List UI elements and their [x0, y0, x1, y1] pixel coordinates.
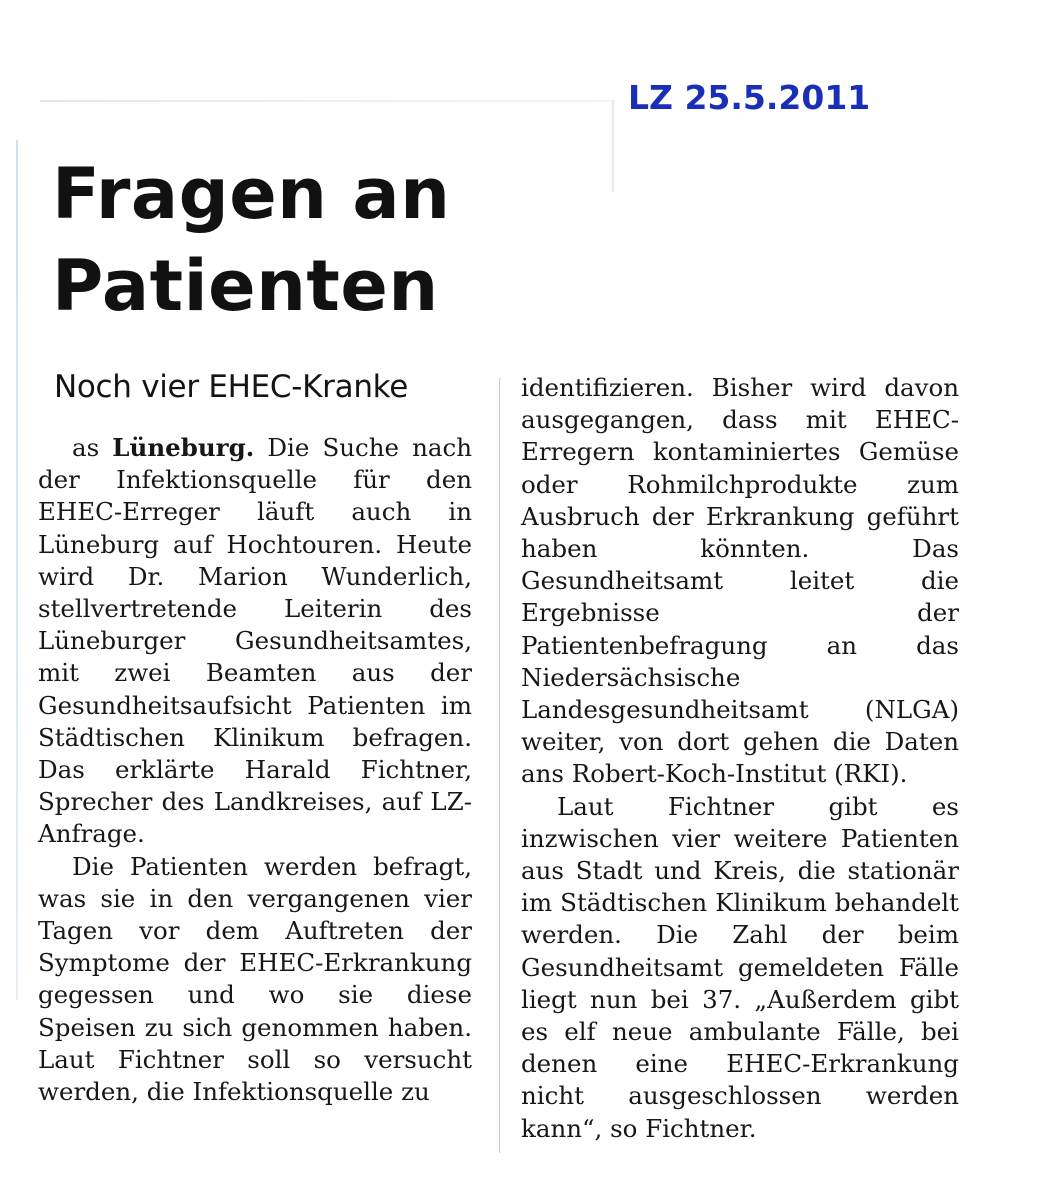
clipping-left-edge	[16, 140, 18, 1000]
clipping-top-edge	[40, 100, 615, 102]
article-column-left	[38, 432, 472, 1108]
body-paragraph-3: Laut Fichtner gibt es inzwischen vier weitere Patienten aus Stadt und Kreis, die stationär im Städtischen Klinikum behandelt werden. Die Zahl der beim Gesundheitsamt gemeldeten Fälle liegt nun bei 37. „Außerdem gibt es elf neue ambulante Fälle, bei denen eine EHEC-Erkrankung nicht ausgeschlossen werden kann“, so Fichtner.	[521, 791, 959, 1143]
lead-paragraph	[38, 432, 472, 851]
body-paragraph-2: Die Patienten werden befragt, was sie in den vergangenen vier Tagen vor dem Auftreten der Symptome der EHEC-Erkrankung gegessen und wo sie diese Speisen zu sich genommen haben. Laut Fichtner soll so versucht werden, die Infektionsquelle zu	[38, 851, 472, 1107]
article-subheadline: Noch vier EHEC-Kranke	[54, 369, 408, 405]
lead-text: Die Suche nach der Infektionsquelle für den EHEC-Erreger läuft auch in Lüneburg auf Hochtouren. Heute wird Dr. Marion Wunderlich, stellvertretende Leiterin des Lüneburger Gesundheitsamtes, mit zwei Beamten aus der Gesundheitsaufsicht Patienten im Städtischen Klinikum befragen. Das erklärte Harald Fichtner, Sprecher des Landkreises, auf LZ-Anfrage.	[38, 433, 472, 849]
body-paragraph-2-continued: identifizieren. Bisher wird davon ausgegangen, dass mit EHEC-Erregern kontaminiertes Gemüse oder Rohmilchprodukte zum Ausbruch der Erkrankung geführt haben könnten. Das Gesundheitsamt leitet die Ergebnisse der Patientenbefragung an das Niedersächsische Landesgesundheitsamt (NLGA) weiter, von dort gehen die Daten ans Robert-Koch-Institut (RKI).	[521, 373, 959, 789]
clipping-right-edge	[612, 100, 614, 192]
article-column-right	[521, 372, 959, 1145]
author-initials: as	[72, 433, 100, 462]
dateline: Lüneburg.	[112, 433, 255, 462]
column-divider	[499, 378, 500, 1153]
date-stamp: LZ 25.5.2011	[628, 78, 871, 117]
article-headline: Fragen an Patienten	[52, 153, 451, 327]
